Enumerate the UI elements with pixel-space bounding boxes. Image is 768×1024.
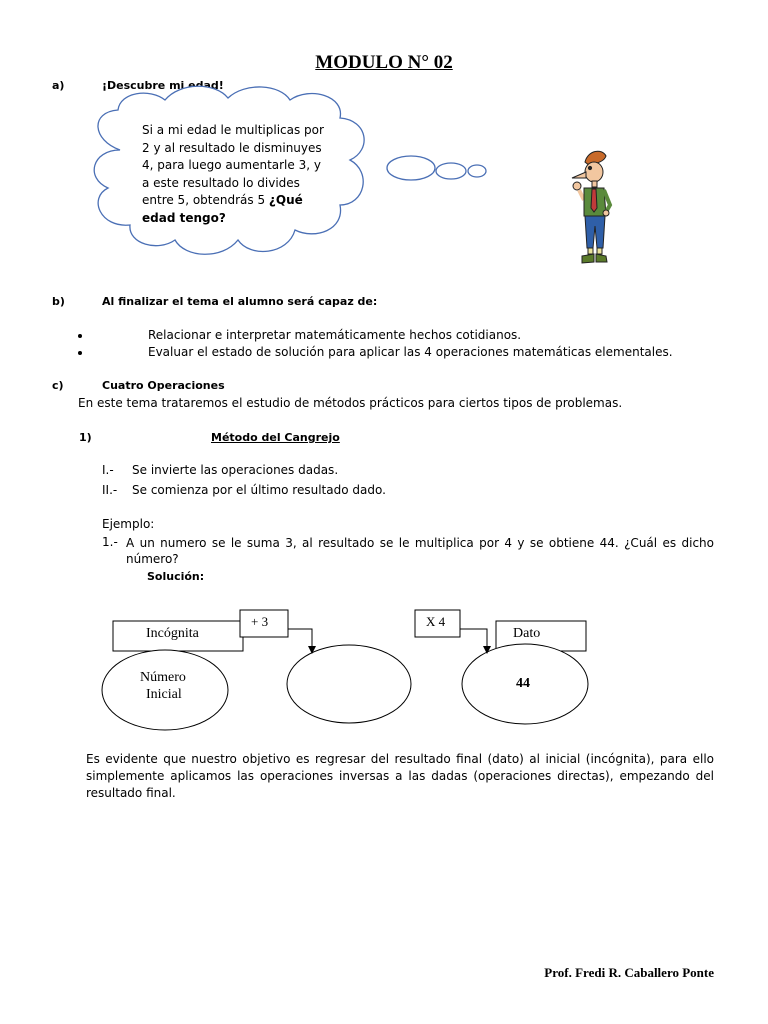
section-c-marker: c) xyxy=(52,379,64,392)
rule-number: I.- xyxy=(102,463,114,477)
incognita-label: Incógnita xyxy=(146,626,199,641)
rule-text: Se invierte las operaciones dadas. xyxy=(132,463,339,477)
solution-label: Solución: xyxy=(147,570,205,583)
conclusion-line: resultado final. xyxy=(86,786,176,800)
section-a-heading: ¡Descubre mi edad! xyxy=(102,79,224,92)
objective-item: Relacionar e interpretar matemáticamente hechos cotidianos. xyxy=(148,328,522,342)
rule-number: II.- xyxy=(102,483,118,497)
add-arrow xyxy=(288,629,312,648)
objective-item: Evaluar el estado de solución para aplicar las 4 operaciones matemáticas elementales. xyxy=(148,345,673,359)
example-label: Ejemplo: xyxy=(102,517,155,531)
cloud-question-end: edad tengo? xyxy=(142,210,226,225)
cloud-line-text: entre 5, obtendrás 5 xyxy=(142,193,266,207)
conclusion-line: simplemente aplicamos las operaciones inversas a las dadas (operaciones directas), empezando del xyxy=(86,769,714,783)
method-title: Método del Cangrejo xyxy=(211,431,340,444)
conclusion-line: Es evidente que nuestro objetivo es regresar del resultado final (dato) al inicial (incógnita), para ello xyxy=(86,752,714,766)
mult-operation-label: X 4 xyxy=(426,614,446,629)
example-number: 1.- xyxy=(102,535,118,549)
cloud-line: 2 y al resultado le disminuyes xyxy=(142,140,322,155)
example-line-2: número? xyxy=(126,552,179,566)
page-title: MODULO N° 02 xyxy=(315,52,453,73)
add-operation-label: + 3 xyxy=(251,614,269,629)
intermediate-ellipse xyxy=(287,645,411,723)
cloud-line: Si a mi edad le multiplicas por xyxy=(142,123,324,137)
section-c-intro: En este tema trataremos el estudio de métodos prácticos para ciertos tipos de problemas. xyxy=(78,396,623,410)
rule-text: Se comienza por el último resultado dado. xyxy=(132,483,386,497)
cloud-question-start: ¿Qué xyxy=(268,193,303,207)
cloud-line: 4, para luego aumentarle 3, y xyxy=(142,158,321,172)
section-b-heading: Al finalizar el tema el alumno será capaz de: xyxy=(102,295,378,308)
section-c-heading: Cuatro Operaciones xyxy=(102,379,225,392)
initial-number-label: Número xyxy=(140,670,186,685)
initial-label-line-2: Inicial xyxy=(146,687,182,702)
example-line-1: A un numero se le suma 3, al resultado se le multiplica por 4 y se obtiene 44. ¿Cuál es dicho xyxy=(126,536,714,550)
cloud-line: a este resultado lo divides xyxy=(142,175,300,190)
section-a-marker: a) xyxy=(52,79,65,92)
method-number: 1) xyxy=(79,431,92,444)
result-value: 44 xyxy=(516,676,530,691)
author-footer: Prof. Fredi R. Caballero Ponte xyxy=(544,965,714,980)
mult-arrow xyxy=(460,629,487,648)
dato-label: Dato xyxy=(513,626,541,641)
section-b-marker: b) xyxy=(52,295,65,308)
